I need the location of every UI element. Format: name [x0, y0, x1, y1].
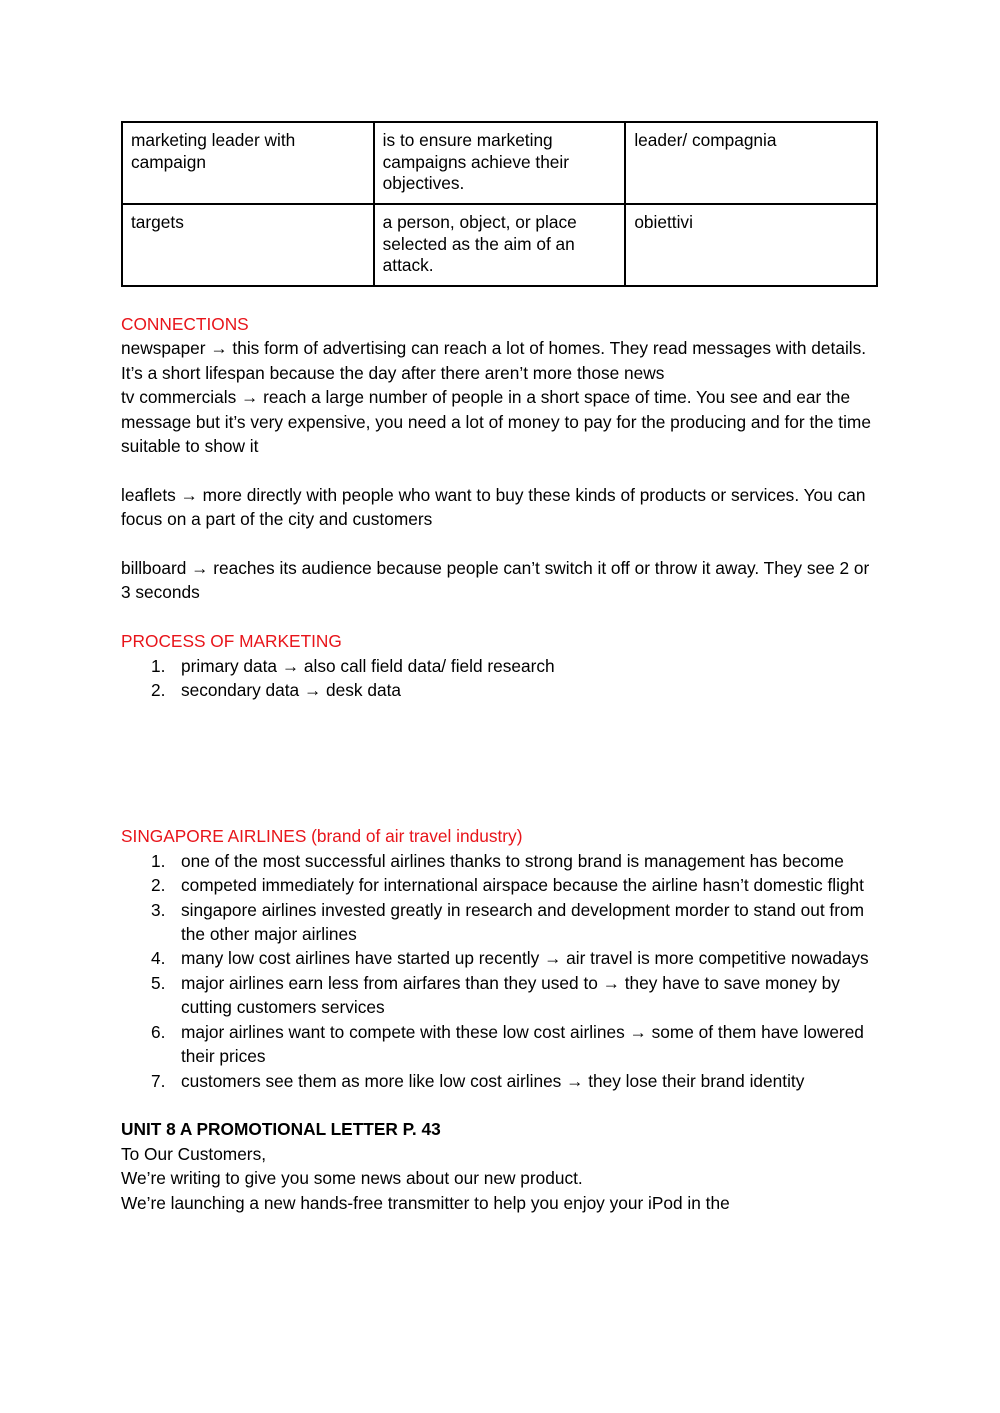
letter-line: We’re writing to give you some news about our new product. — [121, 1168, 583, 1189]
table-cell-term: marketing leader with campaign — [122, 122, 374, 204]
table-cell-definition: is to ensure marketing campaigns achieve their objectives. — [374, 122, 626, 204]
letter-salutation: To Our Customers, — [121, 1143, 267, 1164]
list-item: 2. competed immediately for international airspace because the airline hasn’t domestic flight — [151, 875, 864, 896]
table-cell-translation: leader/ compagnia — [625, 122, 877, 204]
singapore-list — [121, 849, 881, 1093]
table-cell-definition: a person, object, or place selected as the aim of an attack. — [374, 204, 626, 286]
table-cell-translation: obiettivi — [625, 204, 877, 286]
vocabulary-table — [121, 121, 878, 287]
table-cell-term: targets — [122, 204, 374, 286]
list-item: 1. primary data → also call field data/ field research — [151, 655, 555, 676]
list-item: 5. major airlines earn less from airfares than they used to → they have to save money by cutting customers services — [151, 972, 840, 1018]
singapore-heading: SINGAPORE AIRLINES (brand of air travel industry) — [121, 826, 523, 847]
process-list — [121, 654, 881, 703]
list-item: 4. many low cost airlines have started up recently → air travel is more competitive nowadays — [151, 948, 869, 969]
document-page — [121, 121, 881, 1215]
process-heading: PROCESS OF MARKETING — [121, 631, 342, 652]
table-row — [122, 122, 877, 204]
list-item: 2. secondary data → desk data — [151, 680, 401, 701]
letter-line: We’re launching a new hands-free transmitter to help you enjoy your iPod in the — [121, 1192, 730, 1213]
leaflets-paragraph: leaflets → more directly with people who want to buy these kinds of products or services. You can focus on a part of the city and customers — [121, 484, 866, 530]
list-item: 1. one of the most successful airlines thanks to strong brand is management has become — [151, 850, 844, 871]
tv-paragraph: tv commercials → reach a large number of people in a short space of time. You see and ear the message but it’s very expensive, you need a lot of money to pay for the producing and for the time suitable to show it — [121, 387, 871, 457]
table-row — [122, 204, 877, 286]
connections-heading: CONNECTIONS — [121, 314, 249, 334]
list-item: 6. major airlines want to compete with these low cost airlines → some of them have lowered their prices — [151, 1021, 864, 1067]
newspaper-paragraph: newspaper → this form of advertising can reach a lot of homes. They read messages with details. It’s a short lifespan because the day after there aren’t more those news — [121, 338, 867, 383]
list-item: 3. singapore airlines invested greatly in research and development morder to stand out from the other major airlines — [151, 899, 864, 945]
list-item: 7. customers see them as more like low cost airlines → they lose their brand identity — [151, 1070, 805, 1091]
unit8-heading: UNIT 8 A PROMOTIONAL LETTER P. 43 — [121, 1119, 441, 1140]
billboard-paragraph: billboard → reaches its audience because people can’t switch it off or throw it away. They see 2 or 3 seconds — [121, 558, 870, 603]
